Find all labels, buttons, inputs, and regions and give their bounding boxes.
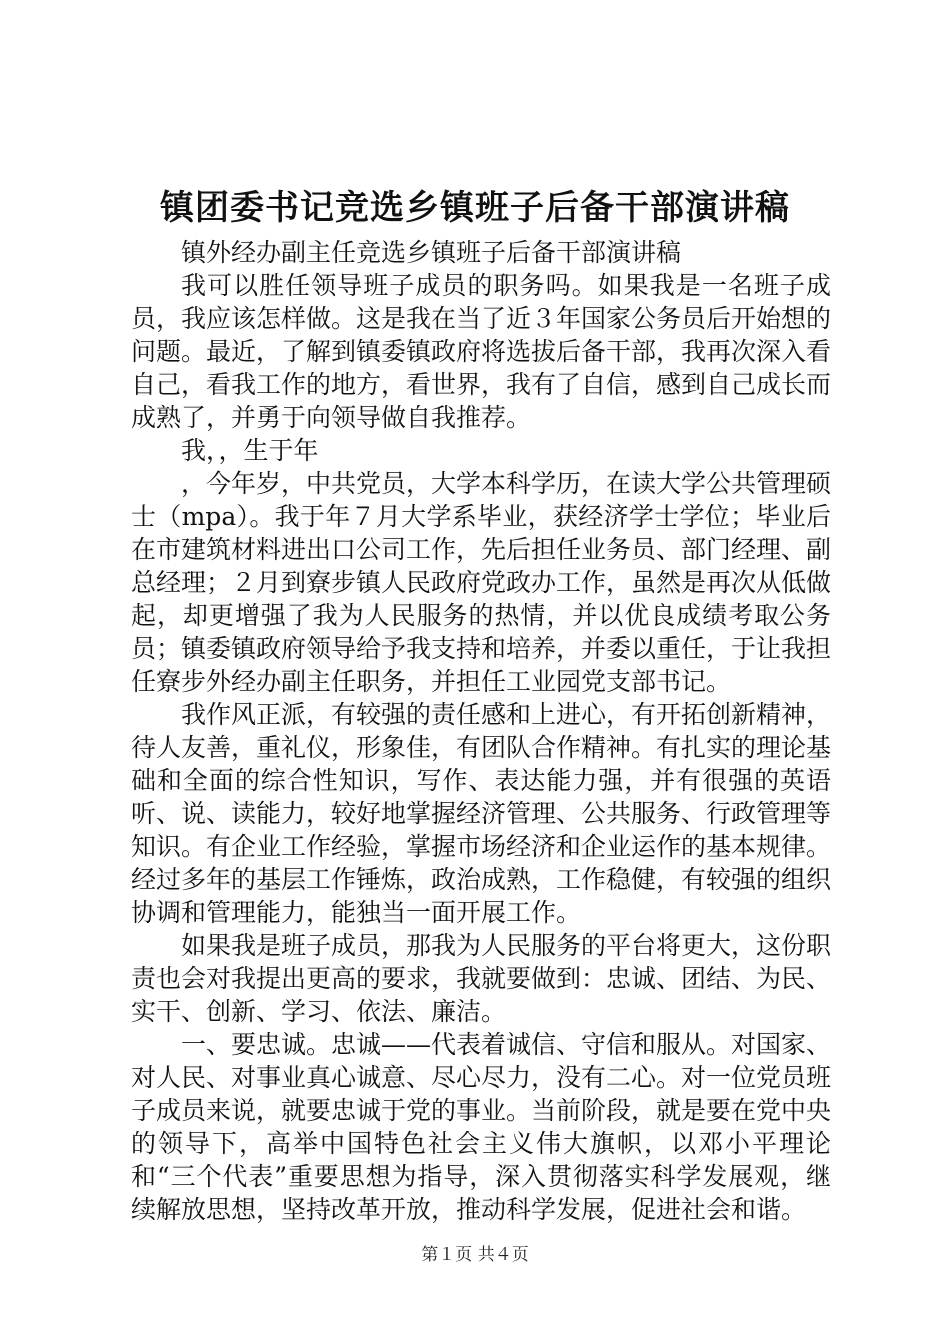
paragraph-character: 我作风正派，有较强的责任感和上进心，有开拓创新精神，待人友善，重礼仪，形象佳，有团队合作精神。有扎实的理论基础和全面的综合性知识，写作、表达能力强，并有很强的英语听、说、读能力，较好地掌握经济管理、公共服务、行政管理等知识。有企业工作经验，掌握市场经济和企业运作的基本规律。经过多年的基层工作锤炼，政治成熟，工作稳健，有较强的组织协调和管理能力，能独当一面开展工作。: [131, 700, 832, 927]
page-number-footer: 第１页 共４页: [421, 1245, 529, 1265]
paragraph-resume: ，今年岁，中共党员，大学本科学历，在读大学公共管理硕士（mpa）。我于年７月大学系毕业，获经济学士学位；毕业后在市建筑材料进出口公司工作，先后担任业务员、部门经理、副总经理；２月到寮步镇人民政府党政办工作，虽然是再次从低做起，却更增强了我为人民服务的热情，并以优良成绩考取公务员；镇委镇政府领导给予我支持和培养，并委以重任，于让我担任寮步外经办副主任职务，并担任工业园党支部书记。: [131, 469, 832, 696]
paragraph-subtitle: 镇外经办副主任竞选乡镇班子后备干部演讲稿: [181, 238, 682, 267]
paragraph-intro: 我可以胜任领导班子成员的职务吗。如果我是一名班子成员，我应该怎样做。这是我在当了近３年国家公务员后开始想的问题。最近，了解到镇委镇政府将选拔后备干部，我再次深入看自己，看我工作的地方，看世界，我有了自信，感到自己成长而成熟了，并勇于向领导做自我推荐。: [131, 271, 832, 432]
paragraph-loyalty: 一、要忠诚。忠诚——代表着诚信、守信和服从。对国家、对人民、对事业真心诚意、尽心尽力，没有二心。对一位党员班子成员来说，就要忠诚于党的事业。当前阶段，就是要在党中央的领导下，高举中国特色社会主义伟大旗帜，以邓小平理论和“三个代表”重要思想为指导，深入贯彻落实科学发展观，继续解放思想，坚持改革开放，推动科学发展，促进社会和谐。: [131, 1030, 832, 1224]
document-body: [131, 236, 831, 1226]
paragraph-commitment: 如果我是班子成员，那我为人民服务的平台将更大，这份职责也会对我提出更高的要求，我就要做到：忠诚、团结、为民、实干、创新、学习、依法、廉洁。: [131, 931, 832, 1026]
document-title: 镇团委书记竞选乡镇班子后备干部演讲稿: [160, 188, 790, 228]
paragraph-birth: 我，，生于年: [181, 436, 319, 465]
